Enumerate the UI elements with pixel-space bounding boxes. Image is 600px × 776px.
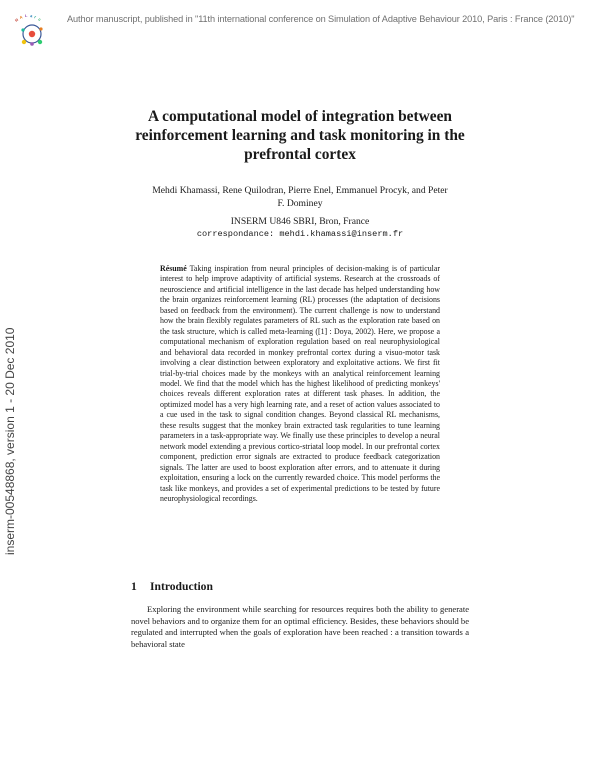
svg-text:A: A (18, 14, 24, 20)
publication-note: Author manuscript, published in "11th international conference on Simulation of Adaptive Behaviour 2010, Paris : France (2010)" (67, 14, 575, 24)
svg-text:r: r (33, 14, 37, 20)
affiliation: INSERM U846 SBRI, Bron, France (230, 216, 370, 227)
svg-text:H: H (14, 17, 20, 23)
introduction-paragraph: Exploring the environment while searching for resources requires both the ability to generate novel behaviors and to organize them for an optimal efficiency. Besides, these behaviors should be regulated and interrupted when the goals of exploration have been reached : a transition towards a behavioral state (131, 604, 469, 649)
abstract-text: Taking inspiration from neural principles of decision-making is of particular interest to help improve adaptivity of artificial systems. Research at the crossroads of neuroscience and artificial intelligence in the last decade has helped understanding how the brain organizes reinforcement learning (RL) processes (the adaptation of decisions based on feedback from the environment). The current challenge is now to understand how the brain flexibly regulates parameters of RL such as the exploration rate based on the task structure, which is called meta-learning ([1] : Doya, 2002). Here, we propose a computational mechanism of exploration regulation based on real neurophysiological and behavioral data recorded in monkey prefrontal cortex during a visuo-motor task involving a clear distinction between exploratory and exploitative actions. We first fit trial-by-trial choices made by the monkeys with an analytical reinforcement learning model. We find that the model which has the highest likelihood of predicting monkeys' choices reveals different exploration rates at different task phases. In addition, the optimized model has a very high learning rate, and a reset of action values associated to a cue used in the task to signal condition changes. Beyond classical RL mechanisms, these results suggest that the monkey brain extracted task regularities to tune learning parameters in a task-appropriate way. We finally use these principles to develop a neural network model extending a previous cortico-striatal loop model. In our prefrontal cortex component, prediction error signals are extracted to produce feedback categorization signals. The latter are used to boost exploration after errors, and to attenuate it during exploitation, ensuring a lock on the currently rewarded choice. This model performs the task like monkeys, and provides a set of experimental predictions to be tested by future neurophysiological recordings. (160, 264, 440, 503)
section-number: 1 (131, 580, 137, 593)
hal-logo (10, 12, 54, 52)
svg-text:a: a (29, 13, 33, 19)
section-heading (131, 580, 431, 593)
svg-text:L: L (25, 13, 28, 18)
author-list: Mehdi Khamassi, Rene Quilodran, Pierre Enel, Emmanuel Procyk, and Peter F. Dominey (152, 185, 448, 209)
paper-title: A computational model of integration between reinforcement learning and task monitoring in the prefrontal cortex (135, 108, 465, 163)
svg-text:c: c (37, 16, 42, 22)
section-title: Introduction (150, 580, 213, 593)
archive-identifier: inserm-00548868, version 1 - 20 Dec 2010 (3, 327, 17, 555)
abstract (160, 264, 440, 504)
correspondence-email: correspondance: mehdi.khamassi@inserm.fr (196, 229, 404, 239)
abstract-label: Résumé (160, 264, 187, 273)
